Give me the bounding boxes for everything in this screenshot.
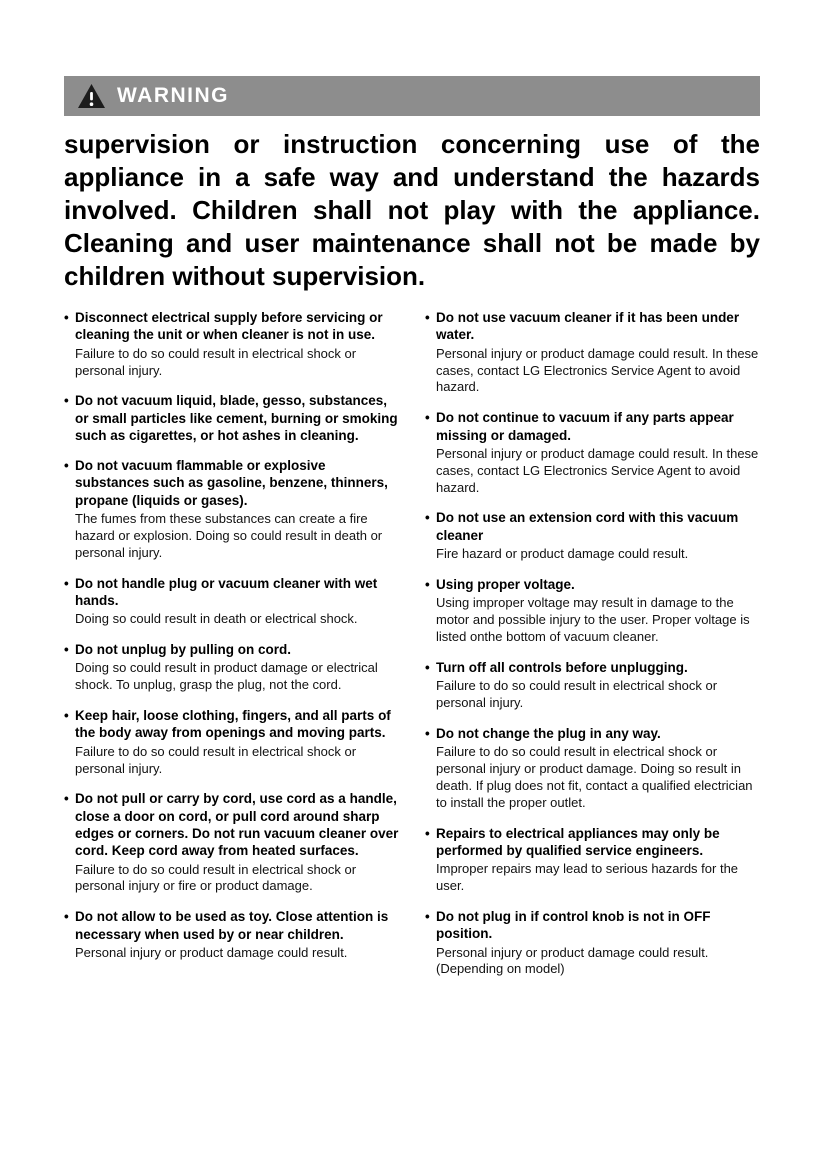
warning-item-body: Fire hazard or product damage could result. [436,546,689,562]
warning-item-body: Failure to do so could result in electrical shock or personal injury. [75,743,357,776]
bullet-icon: • [425,659,430,675]
warning-item-title: Do not vacuum flammable or explosive substances such as gasoline, benzene, thinners, propane (liquids or gases). [75,458,388,508]
warning-item [64,641,399,694]
warning-item-body: Personal injury or product damage could result. In these cases, contact LG Electronics Service Agent to avoid hazard. [436,345,759,395]
warning-item-heading [64,707,399,742]
bullet-icon: • [425,510,430,526]
warning-item-title: Do not allow to be used as toy. Close attention is necessary when used by or near children. [75,909,389,942]
warning-item-heading [425,409,760,444]
warning-item-body: Failure to do so could result in electrical shock or personal injury or product damage. Doing so result in death. If plug does not fit, contact a qualified electrician to install the proper outlet. [436,744,753,810]
warning-item-body: Personal injury or product damage could result. [75,944,348,960]
warning-item [64,392,399,444]
warning-item [64,790,399,895]
bullet-icon: • [425,310,430,326]
warning-columns [64,309,760,991]
warning-item-heading [64,575,399,610]
warning-item-heading [64,641,399,658]
warning-item-title: Do not vacuum liquid, blade, gesso, substances, or small particles like cement, burning or smoking such as cigarettes, or hot ashes in cleaning. [75,393,398,443]
bullet-icon: • [64,791,69,807]
warning-item-title: Do not unplug by pulling on cord. [75,642,291,658]
warning-item [64,575,399,628]
warning-item-body: Personal injury or product damage could result. (Depending on model) [436,944,709,977]
bullet-icon: • [64,909,69,925]
bullet-icon: • [64,708,69,724]
warning-item-title: Do not use vacuum cleaner if it has been under water. [436,310,740,343]
warning-intro-paragraph: supervision or instruction concerning use of the appliance in a safe way and understand the hazards involved. Children shall not play with the appliance. Cleaning and user maintenance shall not be made by children without supervision. [64,129,760,292]
warning-item-title: Do not continue to vacuum if any parts appear missing or damaged. [436,410,734,443]
warning-header-bar [64,76,760,116]
warning-item [425,409,760,496]
bullet-icon: • [425,410,430,426]
warning-item-body: The fumes from these substances can create a fire hazard or explosion. Doing so could result in death or personal injury. [75,510,383,560]
warning-column-right [425,309,760,991]
warning-item-body: Using improper voltage may result in damage to the motor and possible injury to the user. Proper voltage is listed onthe bottom of vacuum cleaner. [436,595,750,644]
warning-item-heading [425,576,760,593]
warning-item-heading [425,309,760,344]
page-content [64,76,760,991]
warning-item-heading [64,392,399,444]
bullet-icon: • [425,576,430,592]
warning-item-title: Do not handle plug or vacuum cleaner with wet hands. [75,575,378,608]
warning-item-title: Do not plug in if control knob is not in OFF position. [436,909,711,942]
warning-item-title: Disconnect electrical supply before servicing or cleaning the unit or when cleaner is not in use. [75,310,383,343]
warning-item [425,659,760,712]
warning-item-title: Repairs to electrical appliances may only be performed by qualified service engineers. [436,825,720,858]
warning-item [64,457,399,561]
warning-item-heading [64,309,399,344]
warning-item [425,725,760,812]
warning-triangle-icon [78,84,105,108]
warning-item-body: Failure to do so could result in electrical shock or personal injury. [436,678,718,710]
bullet-icon: • [64,310,69,326]
warning-item [425,825,760,895]
warning-item [425,576,760,646]
warning-item [425,908,760,978]
warning-item-title: Do not use an extension cord with this vacuum cleaner [436,510,739,543]
warning-item-heading [425,825,760,860]
bullet-icon: • [425,825,430,841]
warning-item-heading [64,908,399,943]
warning-item-title: Keep hair, loose clothing, fingers, and all parts of the body away from openings and moving parts. [75,708,391,741]
bullet-icon: • [64,393,69,409]
warning-item [64,707,399,777]
warning-column-left [64,309,399,991]
warning-item [425,309,760,396]
warning-item [64,908,399,961]
warning-title: WARNING [117,84,229,107]
warning-item-title: Using proper voltage. [436,576,575,592]
warning-item-body: Doing so could result in death or electrical shock. [75,611,358,627]
warning-item-heading [64,790,399,859]
bullet-icon: • [425,909,430,925]
warning-item-heading [425,908,760,943]
bullet-icon: • [64,642,69,658]
warning-item-heading [425,659,760,676]
warning-item-title: Do not pull or carry by cord, use cord as a handle, close a door on cord, or pull cord around sharp edges or corners. Do not run vacuum cleaner over cord. Keep cord away from heated surfaces. [75,791,399,859]
warning-item-heading [425,509,760,544]
warning-item-title: Turn off all controls before unplugging. [436,659,688,675]
bullet-icon: • [64,575,69,591]
warning-item-body: Failure to do so could result in electrical shock or personal injury or fire or product damage. [75,861,357,894]
warning-item-body: Personal injury or product damage could result. In these cases, contact LG Electronics Service Agent to avoid hazard. [436,445,759,495]
warning-item-heading [425,725,760,742]
warning-item [425,509,760,562]
warning-item-body: Improper repairs may lead to serious hazards for the user. [436,861,739,894]
warning-item-heading [64,457,399,509]
warning-item [64,309,399,379]
warning-item-title: Do not change the plug in any way. [436,725,661,741]
warning-item-body: Doing so could result in product damage or electrical shock. To unplug, grasp the plug, not the cord. [75,660,378,693]
warning-item-body: Failure to do so could result in electrical shock or personal injury. [75,345,357,378]
bullet-icon: • [425,725,430,741]
bullet-icon: • [64,458,69,474]
